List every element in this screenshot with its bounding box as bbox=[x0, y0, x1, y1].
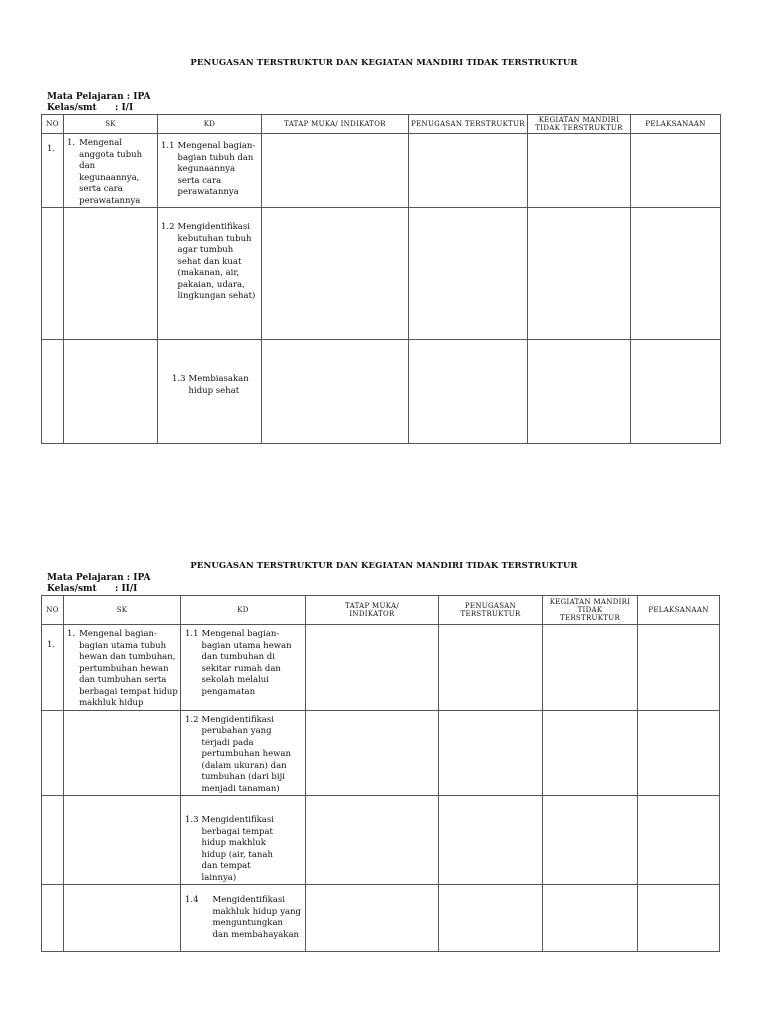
doc1-row3-pelaksanaan bbox=[631, 340, 721, 444]
doc2-header-indikator: TATAP MUKA/ INDIKATOR bbox=[306, 596, 439, 625]
doc2-meta bbox=[47, 573, 151, 595]
doc1-row3-kd-text: Membiasakan hidup sehat bbox=[188, 374, 249, 396]
doc2-row1-sk bbox=[64, 625, 181, 711]
doc1-row3-kd bbox=[158, 340, 262, 444]
doc1-row2-kd-text: Mengidentifikasi kebutuhan tubuh agar tumbuh sehat dan kuat (makanan, air, pakaian, udara, lingkungan sehat) bbox=[177, 222, 256, 301]
doc2-subject-value: IPA bbox=[133, 573, 151, 583]
doc2-subject-sep: : bbox=[126, 573, 131, 583]
doc2-header-kd: KD bbox=[181, 596, 306, 625]
doc2-header-sk: SK bbox=[64, 596, 181, 625]
doc2-row3-pelaksanaan bbox=[638, 796, 720, 885]
doc2-subject-label: Mata Pelajaran bbox=[47, 573, 124, 583]
doc1-row1-sk-num: 1. bbox=[67, 138, 76, 148]
doc1-meta-subject bbox=[47, 92, 151, 103]
doc1-row3-no bbox=[42, 340, 64, 444]
doc1-row2-kd bbox=[158, 208, 262, 340]
doc1-header-pelaksanaan: PELAKSANAAN bbox=[631, 115, 721, 134]
doc1-subject-value: IPA bbox=[133, 92, 151, 102]
doc2-row1-kegiatan bbox=[543, 625, 638, 711]
doc2-class-label: Kelas/smt bbox=[47, 584, 97, 594]
doc2-table bbox=[41, 595, 720, 952]
table-row bbox=[42, 885, 720, 952]
doc2-row4-pelaksanaan bbox=[638, 885, 720, 952]
doc2-row3-no bbox=[42, 796, 64, 885]
doc1-title: PENUGASAN TERSTRUKTUR DAN KEGIATAN MANDIRI TIDAK TERSTRUKTUR bbox=[190, 58, 578, 68]
doc2-title: PENUGASAN TERSTRUKTUR DAN KEGIATAN MANDIRI TIDAK TERSTRUKTUR bbox=[190, 561, 578, 571]
doc1-header-indikator: TATAP MUKA/ INDIKATOR bbox=[262, 115, 409, 134]
doc2-header-penugasan: PENUGASAN TERSTRUKTUR bbox=[439, 596, 543, 625]
doc1-class-sep: : bbox=[115, 103, 119, 113]
doc1-meta-class bbox=[47, 103, 151, 114]
doc2-row2-kd-num: 1.2 bbox=[185, 714, 199, 725]
doc2-row1-indikator bbox=[306, 625, 439, 711]
doc2-row4-kegiatan bbox=[543, 885, 638, 952]
doc1-header-no: NO bbox=[42, 115, 64, 134]
doc2-row2-penugasan bbox=[439, 710, 543, 796]
doc1-row2-kd-num: 1.2 bbox=[161, 222, 175, 232]
doc1-header-sk: SK bbox=[64, 115, 158, 134]
doc2-row4-kd-text: Mengidentifikasi makhluk hidup yang menguntungkan dan membahayakan bbox=[212, 895, 301, 940]
table-row bbox=[42, 208, 721, 340]
doc2-row3-kd bbox=[181, 796, 306, 885]
table-row bbox=[42, 625, 720, 711]
doc1-row3-penugasan bbox=[409, 340, 528, 444]
doc1-row1-kd-num: 1.1 bbox=[161, 141, 175, 151]
doc1-row1-penugasan bbox=[409, 134, 528, 208]
doc2-row3-sk bbox=[64, 796, 181, 885]
doc1-row2-penugasan bbox=[409, 208, 528, 340]
doc2-header-row bbox=[42, 596, 720, 625]
doc2-row3-indikator bbox=[306, 796, 439, 885]
doc2-row2-kegiatan bbox=[543, 710, 638, 796]
doc1-row2-pelaksanaan bbox=[631, 208, 721, 340]
doc2-row2-no bbox=[42, 710, 64, 796]
doc2-row1-no: 1. bbox=[42, 625, 64, 711]
doc2-row4-kd-num: 1.4 bbox=[185, 895, 199, 905]
doc1-row1-pelaksanaan bbox=[631, 134, 721, 208]
doc2-header-pelaksanaan: PELAKSANAAN bbox=[638, 596, 720, 625]
doc2-row2-kd-text: Mengidentifikasi perubahan yang terjadi pada pertumbuhan hewan (dalam ukuran) dan tumbuhan (dari biji menjadi tanaman) bbox=[201, 714, 291, 794]
doc1-row1-kd bbox=[158, 134, 262, 208]
doc2-row4-penugasan bbox=[439, 885, 543, 952]
doc1-row2-indikator bbox=[262, 208, 409, 340]
doc2-row1-sk-num: 1. bbox=[67, 629, 76, 639]
doc1-class-label: Kelas/smt bbox=[47, 103, 97, 113]
doc2-row4-indikator bbox=[306, 885, 439, 952]
doc2-class-sep: : bbox=[115, 584, 119, 594]
doc2-row1-penugasan bbox=[439, 625, 543, 711]
doc2-row1-kd-text: Mengenal bagian-bagian utama hewan dan tumbuhan di sekitar rumah dan sekolah melalui pengamatan bbox=[201, 629, 292, 697]
doc2-row2-kd bbox=[181, 710, 306, 796]
doc2-meta-subject bbox=[47, 573, 151, 584]
doc1-class-value: I/I bbox=[121, 103, 134, 113]
doc1-row3-sk bbox=[64, 340, 158, 444]
doc1-header-penugasan: PENUGASAN TERSTRUKTUR bbox=[409, 115, 528, 134]
doc1-row1-indikator bbox=[262, 134, 409, 208]
doc1-subject-label: Mata Pelajaran bbox=[47, 92, 124, 102]
doc1-row1-kd-text: Mengenal bagian-bagian tubuh dan kegunaannya serta cara perawatannya bbox=[177, 141, 256, 197]
doc1-row1-no: 1. bbox=[42, 134, 64, 208]
doc1-table bbox=[41, 114, 721, 444]
doc1-subject-sep: : bbox=[126, 92, 131, 102]
doc2-row3-kegiatan bbox=[543, 796, 638, 885]
doc2-row4-sk bbox=[64, 885, 181, 952]
doc2-row3-penugasan bbox=[439, 796, 543, 885]
doc2-class-value: II/I bbox=[121, 584, 138, 594]
doc2-row2-pelaksanaan bbox=[638, 710, 720, 796]
doc2-row1-sk-text: Mengenal bagian-bagian utama tubuh hewan dan tumbuhan, pertumbuhan hewan dan tumbuhan serta berbagai tempat hidup makhluk hidup bbox=[79, 629, 178, 708]
doc2-row1-kd bbox=[181, 625, 306, 711]
table-row bbox=[42, 796, 720, 885]
doc1-row2-no bbox=[42, 208, 64, 340]
table-row bbox=[42, 340, 721, 444]
doc1-row2-kegiatan bbox=[528, 208, 631, 340]
doc2-row2-indikator bbox=[306, 710, 439, 796]
doc2-row3-kd-text: Mengidentifikasi berbagai tempat hidup makhluk hidup (air, tanah dan tempat lainnya) bbox=[201, 815, 274, 883]
doc2-row2-sk bbox=[64, 710, 181, 796]
doc1-header-row bbox=[42, 115, 721, 134]
doc1-header-kd: KD bbox=[158, 115, 262, 134]
doc2-row1-pelaksanaan bbox=[638, 625, 720, 711]
doc2-row1-kd-num: 1.1 bbox=[185, 629, 199, 639]
doc2-row3-kd-num: 1.3 bbox=[185, 815, 199, 825]
doc2-row4-no bbox=[42, 885, 64, 952]
doc1-row3-kegiatan bbox=[528, 340, 631, 444]
doc1-row1-sk bbox=[64, 134, 158, 208]
doc2-meta-class bbox=[47, 584, 151, 595]
doc1-row3-indikator bbox=[262, 340, 409, 444]
table-row bbox=[42, 134, 721, 208]
doc1-header-kegiatan: KEGIATAN MANDIRI TIDAK TERSTRUKTUR bbox=[528, 115, 631, 134]
doc1-row3-kd-num: 1.3 bbox=[172, 374, 186, 384]
doc2-header-kegiatan: KEGIATAN MANDIRI TIDAK TERSTRUKTUR bbox=[543, 596, 638, 625]
doc2-row4-kd bbox=[181, 885, 306, 952]
doc1-row2-sk bbox=[64, 208, 158, 340]
doc2-header-no: NO bbox=[42, 596, 64, 625]
doc1-meta bbox=[47, 92, 151, 114]
doc1-row1-sk-text: Mengenal anggota tubuh dan kegunaannya, serta cara perawatannya bbox=[79, 138, 143, 206]
table-row bbox=[42, 710, 720, 796]
doc1-row1-kegiatan bbox=[528, 134, 631, 208]
